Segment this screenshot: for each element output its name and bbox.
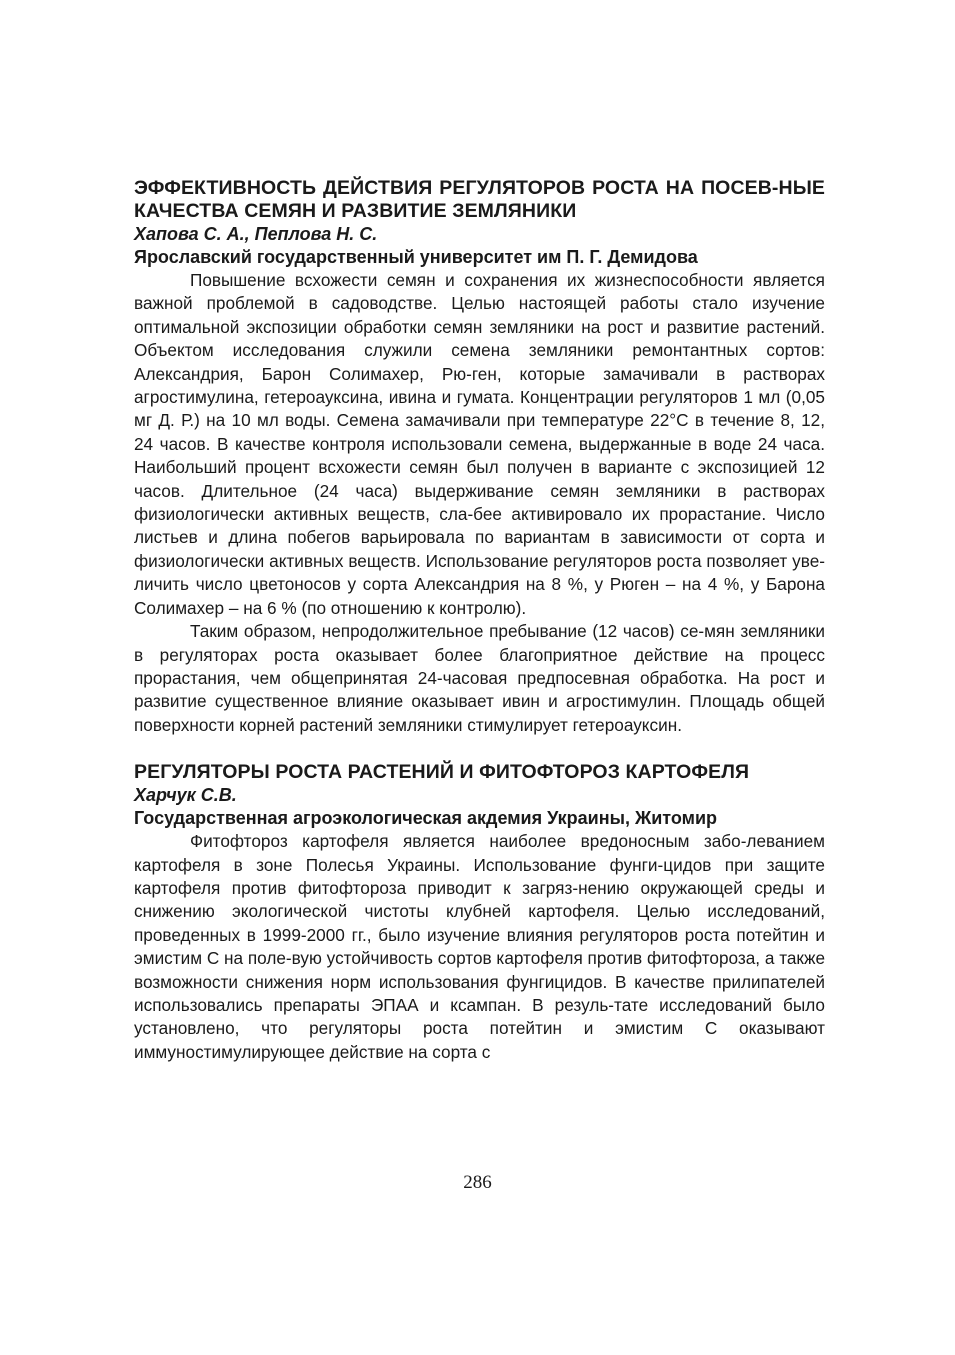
article-authors: Харчук С.В. [134,785,237,806]
article-potato [134,761,825,1064]
page-number: 286 [463,1172,492,1193]
section-divider [134,737,825,761]
article-authors: Хапова С. А., Пеплова Н. С. [134,224,378,244]
article-title: ЭФФЕКТИВНОСТЬ ДЕЙСТВИЯ РЕГУЛЯТОРОВ РОСТА НА ПОСЕВ-НЫЕ КАЧЕСТВА СЕМЯН И РАЗВИТИЕ ЗЕМЛЯНИКИ [134,177,825,222]
article-paragraph: Таким образом, непродолжительное пребывание (12 часов) се-мян земляники в регуляторах роста оказывает более благоприятное действие на процесс прорастания, чем общепринятая 24-часовая предпосевная обработка. На рост и развитие существенное влияние оказывает ивин и агростимулин. Площадь общей поверхности корней растений земляники стимулирует гетероауксин. [134,621,825,735]
article-title: РЕГУЛЯТОРЫ РОСТА РАСТЕНИЙ И ФИТОФТОРОЗ КАРТОФЕЛЯ [134,761,750,784]
article-strawberry [134,177,825,737]
article-affiliation: Ярославский государственный университет им П. Г. Демидова [134,247,698,267]
article-paragraph: Фитофтороз картофеля является наиболее вредоносным забо-леванием картофеля в зоне Полесья Украины. Использование фунги-цидов при защите картофеля против фитофтороза приводит к загряз-нению окружающей среды и снижению экологической чистоты клубней картофеля. Целью исследований, проведенных в 1999-2000 гг., было изучение влияния регуляторов роста потейтин и эмистим С на поле-вую устойчивость сортов картофеля против фитофтороза, а также возможности снижения норм использования фунгицидов. В качестве прилипателей использовались препараты ЭПАА и ксампан. В резуль-тате исследований было установлено, что регуляторы роста потейтин и эмистим С оказывают иммуностимулирующее действие на сорта с [134,831,826,1062]
article-affiliation: Государственная агроэкологическая акдемия Украины, Житомир [134,808,718,829]
article-paragraph: Повышение всхожести семян и сохранения их жизнеспособности является важной проблемой в садоводстве. Целью настоящей работы стало изучение оптимальной экспозиции обработки семян земляники на рост и развитие растений. Объектом исследования служили семена земляники ремонтантных сортов: Александрия, Барон Солимахер, Рю-ген, которые замачивали в растворах агростимулина, гетероауксина, ивина и гумата. Концентрации регуляторов 1 мл (0,05 мг Д. Р.) на 10 мл воды. Семена замачивали при температуре 22°С в течение 8, 12, 24 часов. В качестве контроля использовали семена, выдержанные в воде 24 часа. Наибольший процент всхожести семян был получен в варианте с экспозицией 12 часов. Длительное (24 часа) выдерживание семян земляники в растворах физиологически активных веществ, сла-бее активировало их прорастание. Число листьев и длина побегов варьировала по вариантам в зависимости от сорта и физиологически активных веществ. Использование регуляторов роста позволяет уве-личить число цветоносов у сорта Александрия на 8 %, у Рюген – на 4 %, у Барона Солимахер – на 6 % (по отношению к контролю). [134,270,825,618]
